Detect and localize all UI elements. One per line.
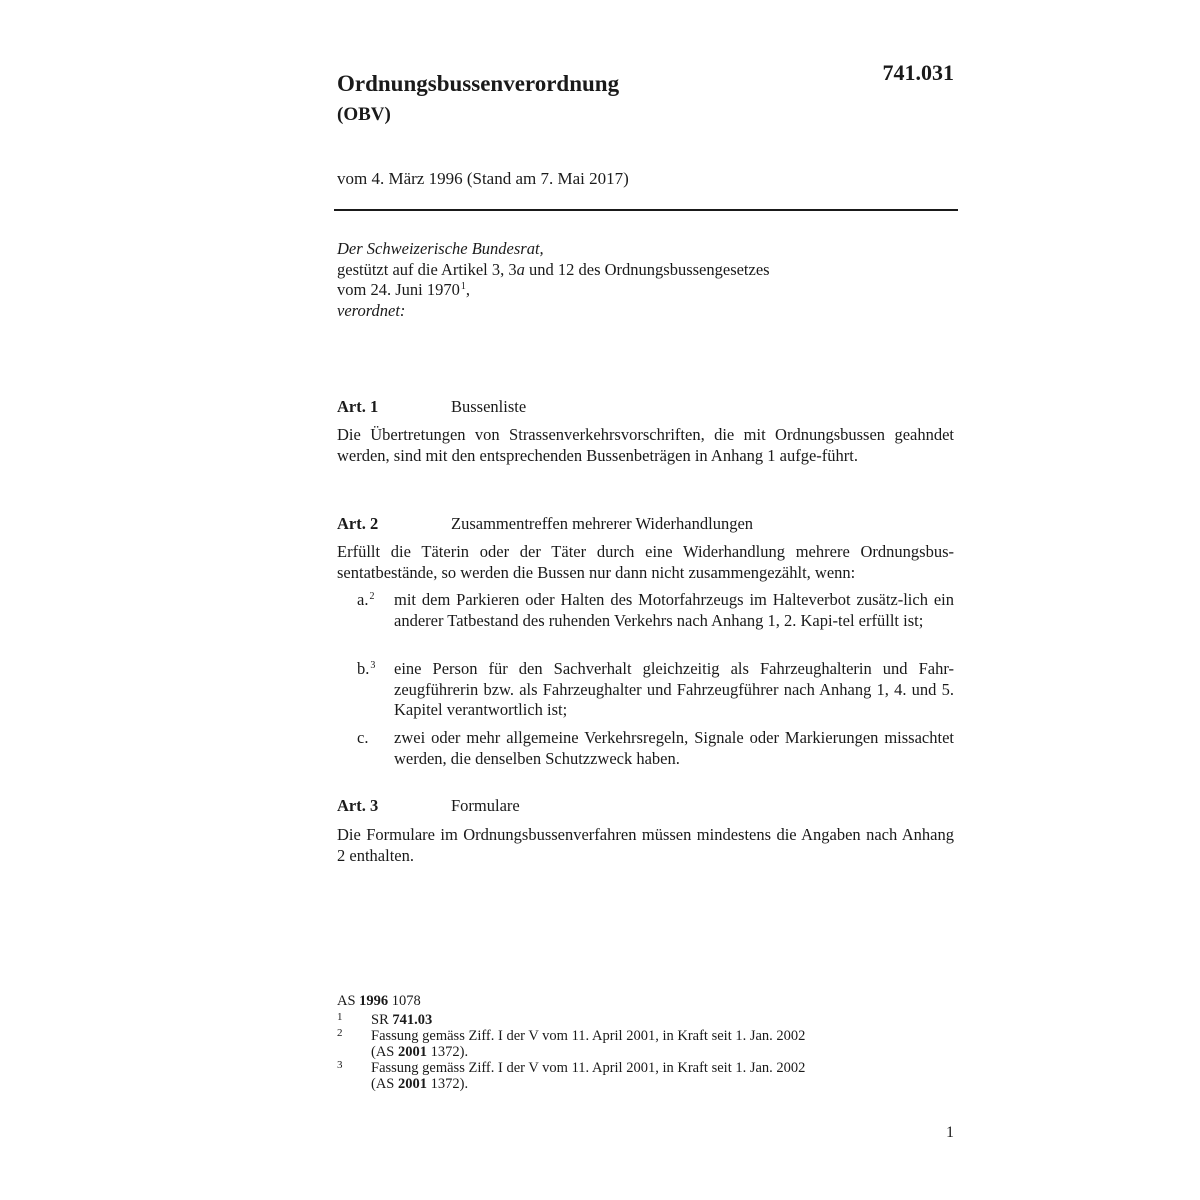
preamble <box>337 239 954 321</box>
list-item-c-text: zwei oder mehr allgemeine Verkehrsregeln, Signale oder Markierungen missachtet werden, die denselben Schutzzweck haben. <box>394 728 954 768</box>
header-divider <box>334 209 958 211</box>
footnote-1-number: 1 <box>337 1011 343 1023</box>
preamble-authority: Der Schweizerische Bundesrat, <box>337 239 544 258</box>
list-marker-c-label: c. <box>357 728 369 747</box>
article-3-heading <box>337 796 520 816</box>
preamble-basis-line1-a: gestützt auf die Artikel 3, 3 <box>337 259 517 279</box>
preamble-basis-line2 <box>337 280 954 301</box>
date-line: vom 4. März 1996 (Stand am 7. Mai 2017) <box>337 169 629 188</box>
preamble-decrees: verordnet: <box>337 300 406 320</box>
list-marker-b-label: b. <box>357 659 370 678</box>
footnote-3-line2 <box>371 1076 954 1092</box>
footnote-3-line1: Fassung gemäss Ziff. I der V vom 11. April 2001, in Kraft seit 1. Jan. 2002 <box>371 1060 806 1076</box>
article-3-number: Art. 3 <box>337 796 379 815</box>
footnote-3-number: 3 <box>337 1059 343 1071</box>
article-3-text: Die Formulare im Ordnungsbussenverfahren müssen mindestens die Angaben nach Anhang 2 enthalten. <box>337 825 954 865</box>
list-marker-c <box>357 728 368 749</box>
footnote-2-line2-prefix: (AS <box>371 1044 398 1060</box>
list-item-a-text: mit dem Parkieren oder Halten des Motorfahrzeugs im Halteverbot zusätz-lich ein anderer Tatbestand des ruhenden Verkehrs nach Anhang 1, 2. Kapi-tel erfüllt ist; <box>394 590 954 630</box>
list-marker-b <box>357 659 375 680</box>
article-2-number: Art. 2 <box>337 514 379 533</box>
footnote-2-line2-bold: 2001 <box>398 1044 427 1060</box>
footnote-3-line2-suffix: 1372). <box>427 1076 469 1092</box>
preamble-basis-line2-text: vom 24. Juni 1970 <box>337 280 460 299</box>
article-1-number: Art. 1 <box>337 397 379 416</box>
preamble-basis-line1-italic: a <box>516 259 525 279</box>
preamble-basis-line2-end: , <box>465 280 470 299</box>
footnote-3 <box>337 1060 954 1092</box>
list-marker-a-label: a. <box>357 590 369 609</box>
footnote-1 <box>337 1012 954 1028</box>
page-number: 1 <box>946 1124 954 1141</box>
article-1-title: Bussenliste <box>451 397 527 416</box>
list-marker-a <box>357 590 374 611</box>
article-1-text: Die Übertretungen von Strassenverkehrsvorschriften, die mit Ordnungsbussen geahndet werden, sind mit den entsprechenden Bussenbeträgen in Anhang 1 aufge-führt. <box>337 425 954 465</box>
footnote-3-line2-prefix: (AS <box>371 1076 398 1092</box>
article-1-heading <box>337 397 526 417</box>
article-2-text: Erfüllt die Täterin oder der Täter durch eine Widerhandlung mehrere Ordnungsbus-sentatbestände, so werden die Bussen nur dann nicht zusammengezählt, wenn: <box>337 542 954 582</box>
footnote-source-page: 1078 <box>388 993 421 1009</box>
footnote-2 <box>337 1028 954 1060</box>
preamble-basis-line1-b: und 12 des Ordnungsbussengesetzes <box>524 259 770 279</box>
footnote-1-line1 <box>371 1012 954 1028</box>
footnote-1-bold: 741.03 <box>392 1012 433 1028</box>
footnote-source-prefix: AS <box>337 993 360 1009</box>
footnote-2-line1: Fassung gemäss Ziff. I der V vom 11. April 2001, in Kraft seit 1. Jan. 2002 <box>371 1028 806 1044</box>
footnote-ref-2[interactable]: 2 <box>369 590 375 602</box>
footnote-ref-3[interactable]: 3 <box>370 659 376 671</box>
list-item-b-text: eine Person für den Sachverhalt gleichzeitig als Fahrzeughalterin und Fahr-zeugführerin bzw. als Fahrzeughalter und Fahrzeugführer nach Anhang 1, 4. und 5. Kapitel verantwortlich ist; <box>394 659 954 719</box>
footnote-2-line2 <box>371 1044 954 1060</box>
footnote-1-prefix: SR <box>371 1012 393 1028</box>
preamble-basis-line1 <box>337 260 954 281</box>
footnote-2-number: 2 <box>337 1027 343 1039</box>
sr-number: 741.031 <box>882 60 954 85</box>
footnote-2-line2-suffix: 1372). <box>427 1044 469 1060</box>
footnote-3-line2-bold: 2001 <box>398 1076 427 1092</box>
footnotes <box>337 993 954 1092</box>
article-2-heading <box>337 514 753 534</box>
page-title: Ordnungsbussenverordnung <box>337 71 620 96</box>
footnote-ref-1[interactable]: 1 <box>460 280 466 292</box>
article-2-title: Zusammentreffen mehrerer Widerhandlungen <box>451 514 754 533</box>
title-abbreviation: (OBV) <box>337 104 391 125</box>
footnote-source <box>337 993 954 1009</box>
article-3-title: Formulare <box>451 796 520 815</box>
footnote-source-year: 1996 <box>359 993 389 1009</box>
